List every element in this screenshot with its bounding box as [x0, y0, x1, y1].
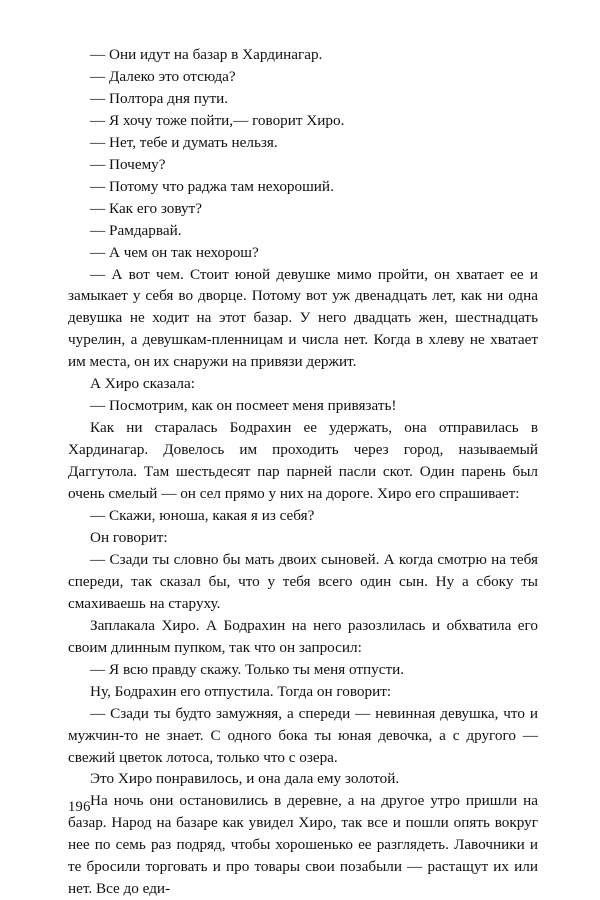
page-text-body: [68, 44, 538, 900]
paragraph: — Я всю правду скажу. Только ты меня отпусти.: [90, 660, 405, 678]
paragraph: — Они идут на базар в Хардинагар.: [90, 46, 323, 63]
paragraph: — Почему?: [90, 155, 166, 173]
paragraph: А Хиро сказала:: [90, 375, 195, 393]
paragraph: — Посмотрим, как он посмеет меня привязать!: [90, 397, 397, 415]
paragraph: — Как его зовут?: [90, 199, 202, 217]
paragraph: — А чем он так нехорош?: [90, 243, 259, 261]
paragraph: — Скажи, юноша, какая я из себя?: [90, 507, 315, 525]
paragraph: — Сзади ты словно бы мать двоих сыновей. А когда смотрю на тебя спереди, так сказал бы, что у тебя всего один сын. Ну а сбоку ты смахиваешь на старуху.: [68, 550, 538, 612]
paragraph: Как ни старалась Бодрахин ее удержать, она отправилась в Хардинагар. Довелось им проходить через город, называемый Даггутола. Там шестьдесят пар парней пасли скот. Один парень был очень смелый — он сел прямо у них на дороге. Хиро его спрашивает:: [68, 419, 538, 503]
paragraph: — Потому что раджа там нехороший.: [90, 177, 334, 195]
page-number: 196: [68, 799, 91, 815]
paragraph: — Нет, тебе и думать нельзя.: [90, 133, 278, 151]
paragraph: Это Хиро понравилось, и она дала ему золотой.: [90, 770, 400, 788]
paragraph: На ночь они остановились в деревне, а на другое утро пришли на базар. Народ на базаре как увидел Хиро, так все и пошли опять вокруг нее по семь раз подряд, чтобы хорошенько ее разглядеть. Лавочники и те бросили торговать и про товары свои позабыли — растащут их или нет. Все до еди-: [68, 792, 538, 898]
paragraph: Заплакала Хиро. А Бодрахин на него разозлилась и обхватила его своим длинным пупком, так что он запросил:: [68, 616, 538, 656]
paragraph: — Полтора дня пути.: [90, 89, 229, 107]
paragraph: Ну, Бодрахин его отпустила. Тогда он говорит:: [90, 682, 392, 700]
paragraph: — Сзади ты будто замужняя, а спереди — невинная девушка, что и мужчин-то не знает. С одного бока ты юная девочка, а с другого — свежий цветок лотоса, только что с озера.: [68, 704, 538, 766]
paragraph: Он говорит:: [90, 528, 168, 546]
paragraph: — А вот чем. Стоит юной девушке мимо пройти, он хватает ее и замыкает у себя во дворце. Потому вот уж двенадцать лет, как ни одна девушка не ходит на этот базар. У него двадцать жен, шестнадцать чурелин, а девушкам-пленницам и числа нет. Когда в хлеву не хватает им места, он их снаружи на привязи держит.: [68, 265, 538, 371]
paragraph: — Рамдарвай.: [90, 221, 182, 239]
paragraph: — Я хочу тоже пойти,— говорит Хиро.: [90, 111, 345, 129]
paragraph: — Далеко это отсюда?: [90, 67, 236, 85]
